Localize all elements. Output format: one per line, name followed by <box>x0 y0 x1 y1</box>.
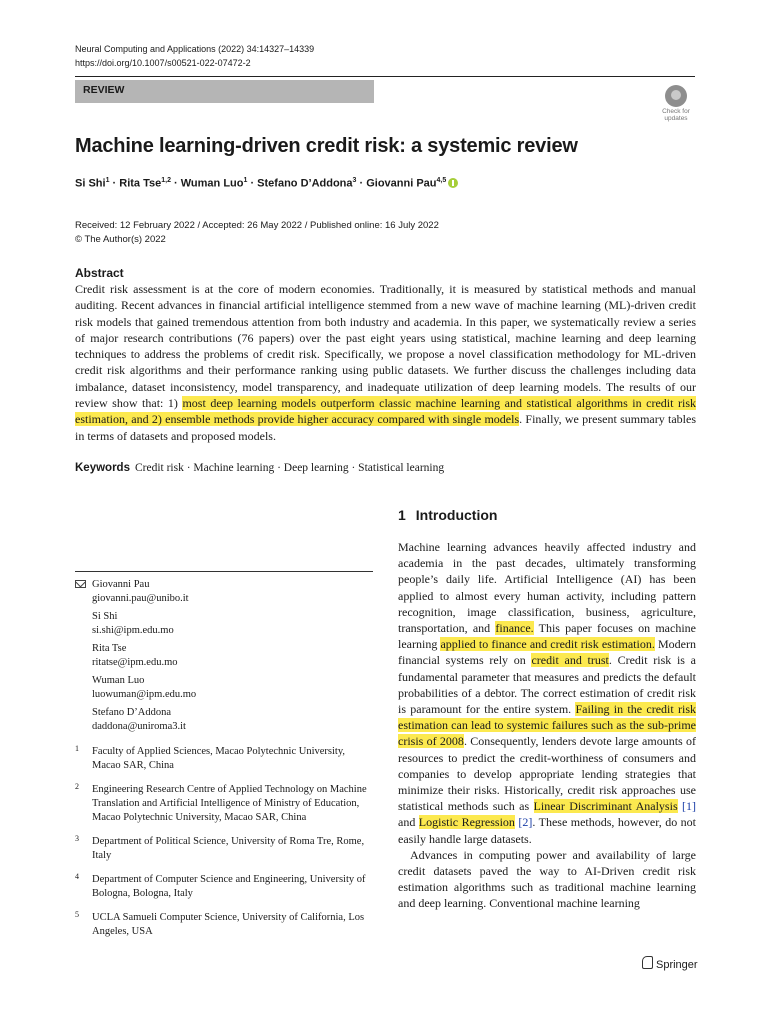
author-name: Si Shi <box>75 177 106 190</box>
check-updates-icon <box>665 85 687 107</box>
check-for-updates-badge[interactable] <box>656 85 696 122</box>
affiliation-item: 1 Faculty of Applied Sciences, Macao Polytechnic University, Macao SAR, China <box>75 744 346 771</box>
section-heading: 1 Introduction <box>398 507 498 523</box>
copyright-line: © The Author(s) 2022 <box>75 234 166 245</box>
contact-email[interactable]: si.shi@ipm.edu.mo <box>92 625 174 636</box>
keywords-label: Keywords <box>75 462 130 474</box>
paper-title: Machine learning-driven credit risk: a systemic review <box>75 135 578 157</box>
contact-email[interactable]: ritatse@ipm.edu.mo <box>92 657 178 668</box>
check-updates-label: Check for updates <box>662 108 690 122</box>
affiliation-item: 2 Engineering Research Centre of Applied Technology on Machine Translation and Artificial Intelligence of Ministry of Education, Macao Polytechnic University, Macao SAR, China <box>75 782 367 823</box>
author-affil: 3 <box>352 177 357 184</box>
intro-paragraph-1: Machine learning advances heavily affected industry and academia in the past decades, ultimately transforming people’s daily life. Artificial Intelligence (AI) has been applied to almost every human activity, including pattern recognition, image classification, business, agriculture, transportation, and finance. This paper focuses on machine learning applied to finance and credit risk estimation. Modern financial systems rely on credit and trust. Credit risk is a fundamental parameter that measures and predicts the default probabilities of a debtor. The correct estimation of credit risk is paramount for the entire system. Failing in the credit risk estimation can lead to systemic failures such as the sub-prime crisis of 2008. Consequently, lenders devote large amounts of resources to predict the credit-worthiness of consumers and companies to develop appropriate lending strategies that minimize their risks. Historically, credit risk approaches use statistical methods such as Linear Discriminant Analysis [1] and Logistic Regression [2]. These methods, however, do not easily handle large datasets. <box>398 540 697 846</box>
affiliation-item: 4 Department of Computer Science and Engineering, University of Bologna, Bologna, Italy <box>75 872 366 899</box>
author-name: Stefano D’Addona <box>257 177 353 190</box>
header-rule <box>75 76 695 77</box>
author-name: Giovanni Pau <box>366 177 437 190</box>
contact-email[interactable]: daddona@uniroma3.it <box>92 721 186 732</box>
contact-entry: Si Shi si.shi@ipm.edu.mo <box>92 610 373 638</box>
author-affil: 1 <box>105 177 110 184</box>
author-name: Wuman Luo <box>180 177 244 190</box>
intro-paragraph-2: Advances in computing power and availability of large credit datasets paved the way to AI-Driven credit risk estimation algorithms such as traditional machine learning and deep learning. Conventional machine learning <box>398 847 696 911</box>
springer-horse-icon <box>642 956 653 969</box>
intro-text <box>398 539 696 912</box>
author-affil: 1,2 <box>161 177 171 184</box>
author-affil: 1 <box>243 177 248 184</box>
contact-email[interactable]: luowuman@ipm.edu.mo <box>92 689 197 700</box>
orcid-icon[interactable] <box>448 178 458 188</box>
section-label: REVIEW <box>83 84 125 96</box>
citation-link[interactable]: [1] <box>682 799 696 814</box>
doi-link[interactable]: https://doi.org/10.1007/s00521-022-07472-2 <box>75 58 251 68</box>
affiliation-item: 3 Department of Political Science, University of Roma Tre, Rome, Italy <box>75 834 365 861</box>
contact-entry: Rita Tse ritatse@ipm.edu.mo <box>92 642 373 670</box>
affiliations-list <box>75 745 373 949</box>
contact-entry: Stefano D’Addona daddona@uniroma3.it <box>92 706 373 734</box>
correspondence-block <box>75 578 373 738</box>
affiliation-item: 5 UCLA Samueli Computer Science, University of California, Los Angeles, USA <box>75 910 365 937</box>
contact-email[interactable]: giovanni.pau@unibo.it <box>92 593 189 604</box>
envelope-icon <box>75 580 86 588</box>
contact-entry: Giovanni Pau giovanni.pau@unibo.it <box>92 578 373 606</box>
abstract-text: Credit risk assessment is at the core of modern economies. Traditionally, it is measured by statistical methods and manual auditing. Recent advances in financial artificial intelligence stemmed from a new wave of machine learning (ML)-driven credit risk models that gained tremendous attention from both industry and academia. In this paper, we systematically review a series of major research contributions (76 papers) over the past eight years using statistical, machine learning and deep learning techniques to address the problems of credit risk. Specifically, we propose a novel classification methodology for ML-driven credit risk algorithms and their performance ranking using public datasets. We further discuss the challenges including data imbalance, dataset inconsistency, model transparency, and inadequate utilization of deep learning models. The results of our review show that: 1) most deep learning models outperform classic machine learning and statistical algorithms in credit risk estimation, and 2) ensemble methods provide higher accuracy compared with single models. Finally, we present summary tables in terms of datasets and proposed models. <box>75 282 696 443</box>
keywords <box>75 462 444 474</box>
publisher-logo: Springer <box>642 956 698 971</box>
citation-link[interactable]: [2] <box>518 815 533 830</box>
journal-citation <box>75 42 314 70</box>
dates-line: Received: 12 February 2022 / Accepted: 26 May 2022 / Published online: 16 July 2022 <box>75 220 439 231</box>
abstract-heading: Abstract <box>75 266 124 280</box>
journal-line: Neural Computing and Applications (2022) 34:14327–14339 <box>75 44 315 54</box>
highlighted-text: most deep learning models outperform classic machine learning and statistical algorithms in credit risk estimation, and 2) ensemble methods provide higher accuracy compared with single models <box>75 396 696 427</box>
contact-entry: Wuman Luo luowuman@ipm.edu.mo <box>92 674 373 702</box>
author-list: Si Shi$^1$ · Rita Tse$^{1,2}$ · Wuman Luo$^1$ · Stefano D’Addona$^3$ · Giovanni Pau$^{4,5}$ <box>75 177 458 190</box>
keywords-text: Credit risk · Machine learning · Deep learning · Statistical learning <box>134 462 445 474</box>
author-affil: 4,5 <box>436 177 447 184</box>
footnote-rule <box>75 571 373 572</box>
publication-dates <box>75 219 439 247</box>
author-name: Rita Tse <box>119 177 162 190</box>
